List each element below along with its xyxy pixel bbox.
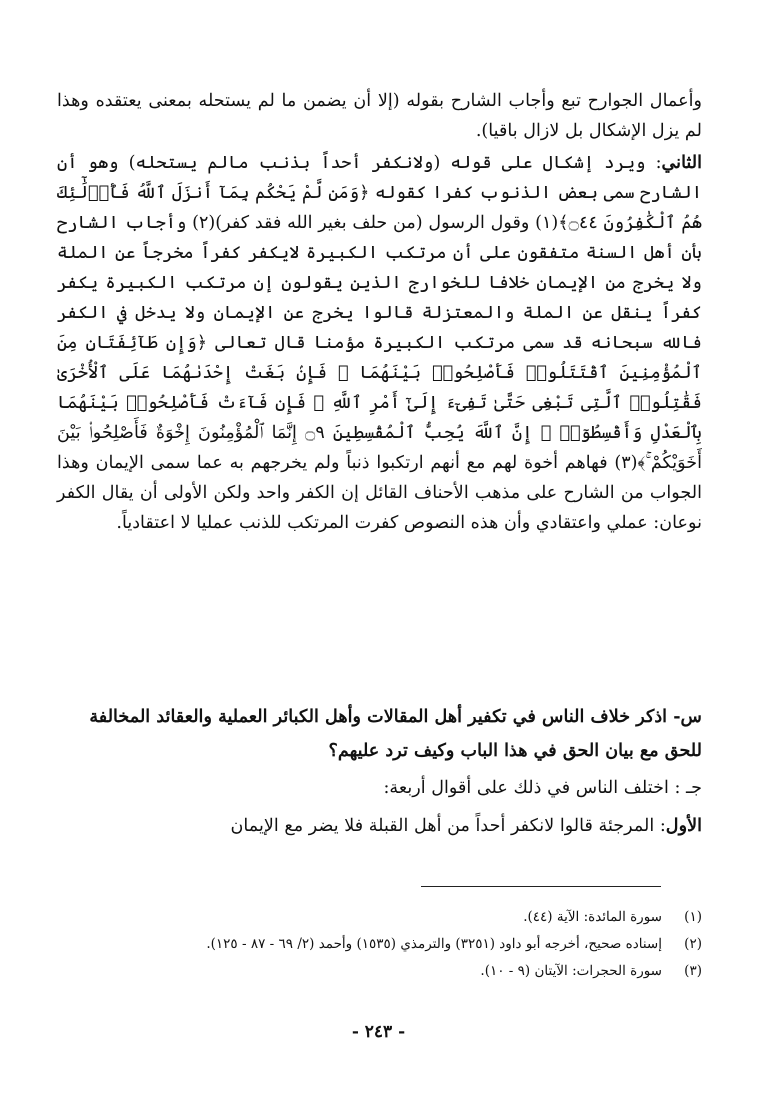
paragraph-lead: الثاني: [661, 152, 702, 173]
first-opinion-text: : المرجئة قالوا لانكفر أحداً من أهل القبلة فلا يضر مع الإيمان: [230, 816, 666, 836]
footnote-1: [57, 904, 702, 931]
footnote-3: [57, 958, 702, 985]
question-label: س-: [673, 706, 702, 727]
question-block: [57, 700, 702, 768]
paragraph-text: : ويرد إشكال على قوله (ولانكفر أحداً بذنب مالم يستحله) وهو أن الشارح سمى بعض الذنوب كفرا كقوله ﴿وَمَن لَّمْ يَحْكُم بِمَآ أَنزَلَ ٱللَّهُ فَأُو۟لَٰٓئِكَ هُمُ ٱلْكَٰفِرُونَ ۝٤٤﴾(١) وقول الرسول (من حلف بغير الله فقد كفر)(٢) وأجاب الشارح بأن أهل السنة متفقون على أن مرتكب الكبيرة لايكفر كفراً مخرجاً عن الملة ولا يخرج من الإيمان خلافا للخوارج الذين يقولون إن مرتكب الكبيرة يكفر كفراً ينقل عن الملة والمعتزلة قالوا يخرج عن الإيمان ولا يدخل في الكفر فالله سبحانه قد سمى مرتكب الكبيرة مؤمنا قال تعالى ﴿وَإِن طَآئِفَتَانِ مِنَ ٱلْمُؤْمِنِينَ ٱقْتَتَلُوا۟ فَأَصْلِحُوا۟ بَيْنَهُمَا ۖ فَإِنۢ بَغَتْ إِحْدَىٰهُمَا عَلَى ٱلْأُخْرَىٰ فَقَٰتِلُوا۟ ٱلَّتِى تَبْغِى حَتَّىٰ تَفِىٓءَ إِلَىٰٓ أَمْرِ ٱللَّهِ ۚ فَإِن فَآءَتْ فَأَصْلِحُوا۟ بَيْنَهُمَا بِٱلْعَدْلِ وَأَقْسِطُوٓا۟ ۖ إِنَّ ٱللَّهَ يُحِبُّ ٱلْمُقْسِطِينَ ۝٩ إِنَّمَا ٱلْمُؤْمِنُونَ إِخْوَةٌ فَأَصْلِحُوا۟ بَيْنَ أَخَوَيْكُمْ ۚ﴾(٣) فهاهم أخوة لهم مع أنهم ارتكبوا ذنباً ولم يخرجهم به عما سمى الإيمان وهذا الجواب من الشارح على مذهب الأحناف القائل إن الكفر واحد ولكن الأولى أن يقال الكفر نوعان: عملي واعتقادي وأن هذه النصوص كفرت المرتكب للذنب عمليا لا اعتقادياً.: [57, 153, 702, 533]
question-text: اذكر خلاف الناس في تكفير أهل المقالات وأهل الكبائر العملية والعقائد المخالفة للحق مع بيان الحق في هذا الباب وكيف ترد عليهم؟: [89, 706, 702, 761]
footnote-divider: [421, 886, 661, 887]
footnote-2: [57, 931, 702, 958]
footnotes: [57, 904, 702, 985]
footnote-number: (٢): [684, 936, 702, 952]
page-number: - ٢٤٣ -: [351, 1022, 406, 1042]
footnote-text: سورة الحجرات: الآيتان (٩ - ١٠).: [480, 963, 662, 979]
paragraph-1: [57, 86, 702, 146]
paragraph-text: وأعمال الجوارح تبع وأجاب الشارح بقوله (إلا أن يضمن ما لم يستحله بمعنى يعتقده وهذا لم يزل الإشكال بل لازال باقيا).: [57, 91, 702, 141]
footnote-number: (٣): [684, 963, 702, 979]
answer-label: جـ :: [674, 778, 702, 798]
answer-text: اختلف الناس في ذلك على أقوال أربعة:: [383, 778, 669, 798]
first-opinion-lead: الأول: [665, 815, 702, 836]
footnote-text: إسناده صحيح، أخرجه أبو داود (٣٢٥١) والترمذي (١٥٣٥) وأحمد (٢/ ٦٩ - ٨٧ - ١٢٥).: [206, 936, 662, 952]
paragraph-2: [57, 148, 702, 538]
answer-block: [57, 773, 702, 841]
main-text: [57, 86, 702, 538]
answer-line: [57, 773, 702, 803]
first-opinion: [57, 811, 702, 841]
footnote-text: سورة المائدة: الآية (٤٤).: [523, 909, 662, 925]
footnote-number: (١): [684, 909, 702, 925]
